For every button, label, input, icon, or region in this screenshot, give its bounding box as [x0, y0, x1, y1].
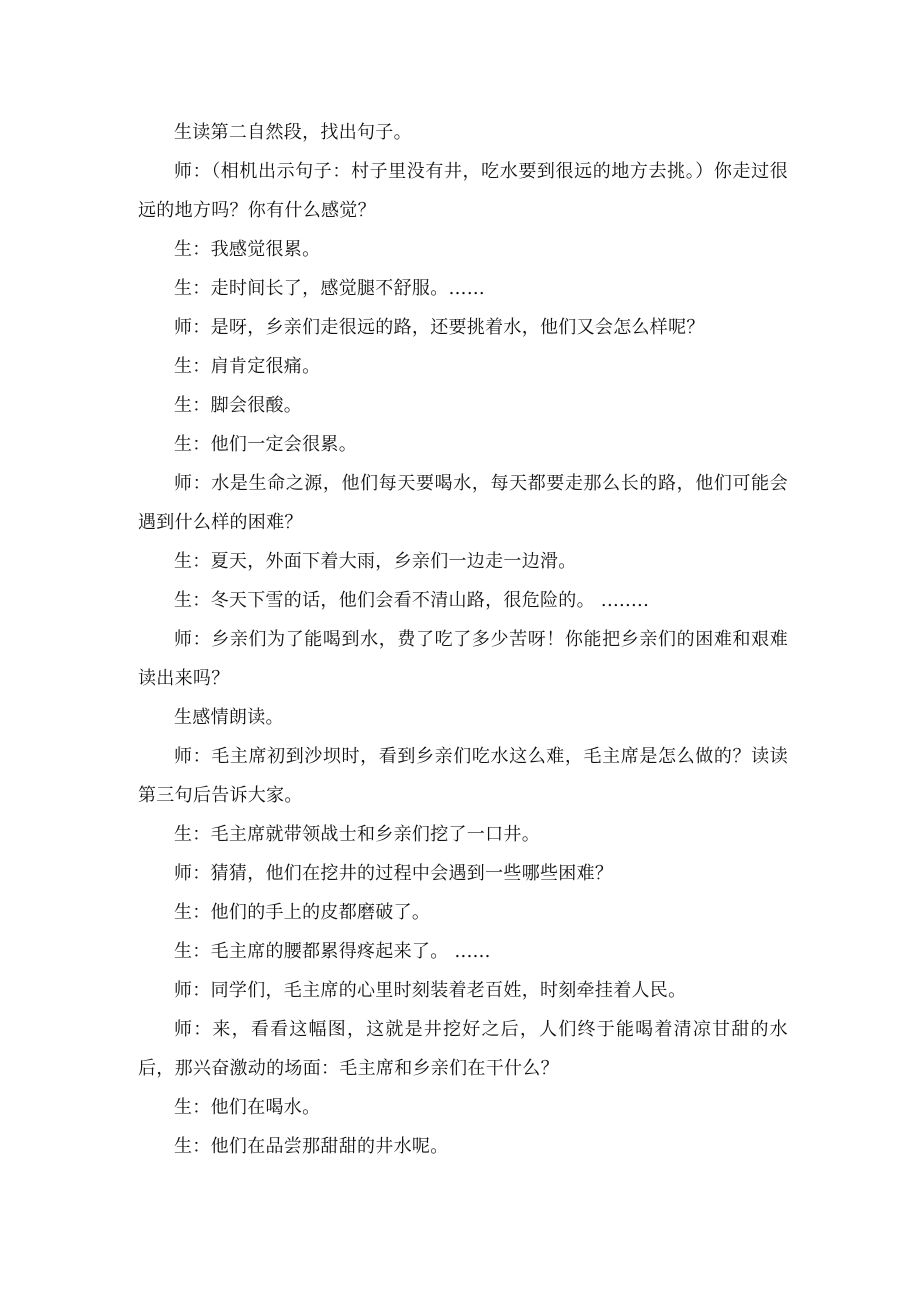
- paragraph: 师：毛主席初到沙坝时，看到乡亲们吃水这么难，毛主席是怎么做的？读读第三句后告诉大家。: [138, 746, 788, 806]
- paragraph: 生读第二自然段，找出句子。: [174, 122, 412, 143]
- paragraph: 生感情朗读。: [174, 707, 284, 728]
- paragraph: 生：毛主席的腰都累得疼起来了。 ......: [174, 941, 491, 962]
- paragraph: 师：猜猜，他们在挖井的过程中会遇到一些哪些困难？: [174, 863, 614, 884]
- paragraph: 师：是呀，乡亲们走很远的路，还要挑着水，他们又会怎么样呢？: [174, 317, 705, 338]
- paragraph: 生：走时间长了，感觉腿不舒服。……: [174, 278, 486, 299]
- paragraph: 生：他们在喝水。: [174, 1097, 321, 1118]
- document-body: [138, 113, 788, 1166]
- paragraph: 师：同学们，毛主席的心里时刻装着老百姓，时刻牵挂着人民。: [174, 980, 687, 1001]
- paragraph: 生：冬天下雪的话，他们会看不清山路，很危险的。 ........: [174, 590, 650, 611]
- paragraph: 师：乡亲们为了能喝到水，费了吃了多少苦呀！你能把乡亲们的困难和艰难读出来吗？: [138, 629, 788, 689]
- paragraph: 生：他们在品尝那甜甜的井水呢。: [174, 1136, 449, 1157]
- paragraph: 生：肩肯定很痛。: [174, 356, 321, 377]
- paragraph: 师：来，看看这幅图，这就是井挖好之后，人们终于能喝着清凉甘甜的水后，那兴奋激动的场面：毛主席和乡亲们在干什么？: [138, 1019, 788, 1079]
- paragraph: 师：水是生命之源，他们每天要喝水，每天都要走那么长的路，他们可能会遇到什么样的困难？: [138, 473, 788, 533]
- paragraph: 生：他们的手上的皮都磨破了。: [174, 902, 431, 923]
- paragraph: 生：他们一定会很累。: [174, 434, 357, 455]
- paragraph: 生：脚会很酸。: [174, 395, 303, 416]
- paragraph: 生：毛主席就带领战士和乡亲们挖了一口井。: [174, 824, 540, 845]
- paragraph: 师：（相机出示句子：村子里没有井，吃水要到很远的地方去挑。）你走过很远的地方吗？你有什么感觉？: [138, 161, 788, 221]
- paragraph: 生：我感觉很累。: [174, 239, 321, 260]
- paragraph: 生：夏天，外面下着大雨，乡亲们一边走一边滑。: [174, 551, 577, 572]
